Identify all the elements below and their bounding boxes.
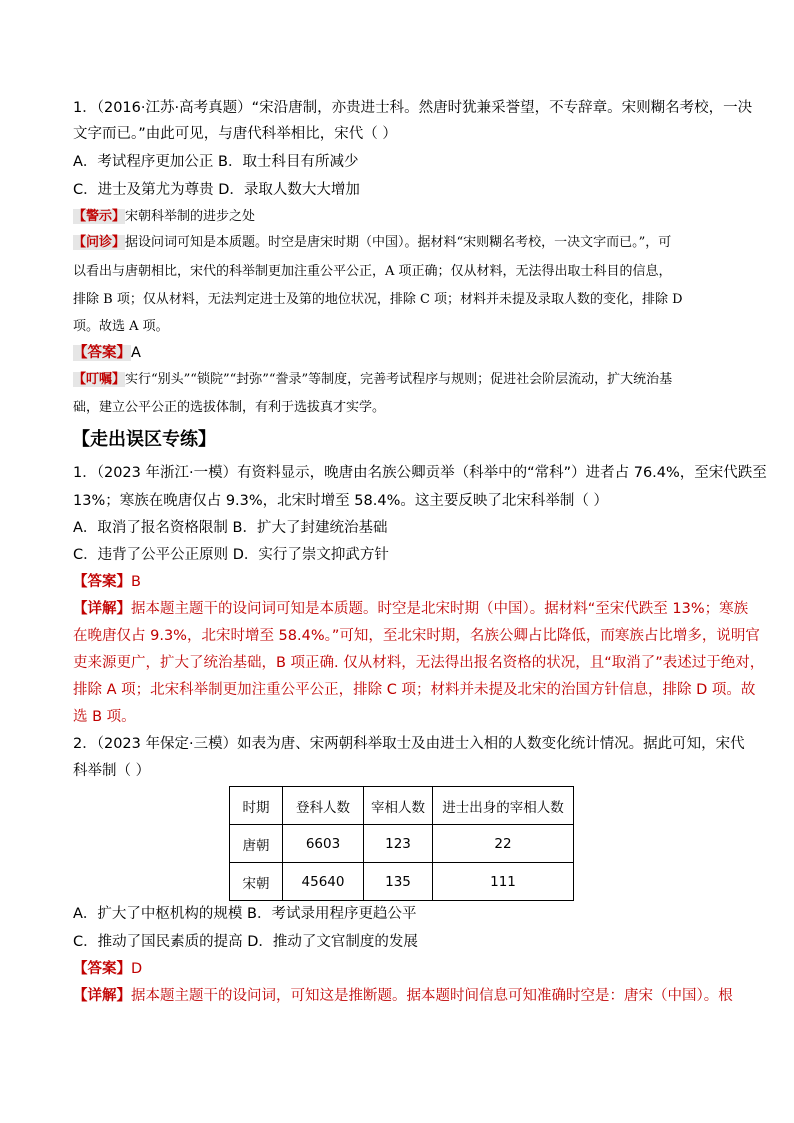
answer-label: 【答案】: [73, 345, 131, 361]
q1-answer: [73, 572, 733, 592]
table-cell: 111: [433, 863, 574, 901]
reminder-label: 【叮嘱】: [73, 372, 126, 387]
q1-stem-line-1: 1．（2023 年浙江·一模）有资料显示，晚唐由名族公卿贡举（科举中的“常科”）进者占 76.4%，至宋代跌至: [73, 465, 767, 481]
table-cell: 唐朝: [230, 825, 283, 863]
analysis-label: 【问诊】: [73, 235, 126, 250]
q1-detail-line-5: 选 B 项。: [73, 709, 136, 725]
hint-text: 宋朝科举制的进步之处: [125, 209, 256, 224]
table-header-row: [230, 787, 574, 825]
table-row: [230, 863, 574, 901]
q2-option-line-1: A．扩大了中枢机构的规模 B．考试录用程序更趋公平: [73, 906, 417, 922]
q2-detail-line-1: [73, 986, 733, 1006]
answer-value: A: [131, 345, 141, 361]
q2-detail-text-1: 据本题主题干的设问词，可知这是推断题。据本题时间信息可知准确时空是：唐宋（中国）。根: [131, 988, 733, 1004]
q-orig-answer: [73, 343, 733, 363]
reminder-text-1: 实行“别头”“锁院”“封弥”“誊录”等制度，完善考试程序与规则；促进社会阶层流动，扩大统治基: [125, 372, 673, 387]
q2-answer: [73, 959, 733, 979]
q-orig-analysis-line-3: 排除 B 项；仅从材料，无法判定进士及第的地位状况，排除 C 项；材料并未提及录取人数的变化，排除 D: [73, 292, 683, 307]
hint-label: 【警示】: [73, 209, 126, 224]
q-orig-reminder-line-1: [73, 370, 733, 390]
q-orig-stem-line-2: 文字而已。”由此可见，与唐代科举相比，宋代（ ）: [73, 126, 397, 142]
q-orig-hint: [73, 207, 733, 227]
q-orig-analysis-line-1: [73, 233, 733, 253]
table-cell: 6603: [283, 825, 364, 863]
q1-detail-line-1: [73, 599, 749, 619]
analysis-text-1: 据设问词可知是本质题。时空是唐宋时期（中国）。据材料“宋则糊名考校，一决文字而已。”，可: [125, 235, 672, 250]
q1-detail-text-1: 据本题主题干的设问词可知是本质题。时空是北宋时期（中国）。据材料“至宋代跌至 13%；寒族: [131, 601, 749, 617]
q2-answer-label: 【答案】: [73, 961, 131, 977]
stats-table: [229, 786, 574, 901]
table-cell: 123: [364, 825, 433, 863]
q1-stem-line-2: 13%；寒族在晚唐仅占 9.3%，北宋时增至 58.4%。这主要反映了北宋科举制（ ）: [73, 493, 608, 509]
table-header-cell: 宰相人数: [364, 787, 433, 825]
q2-detail-label: 【详解】: [73, 988, 131, 1004]
table-header-cell: 登科人数: [283, 787, 364, 825]
q1-detail-line-4: 排除 A 项；北宋科举制更加注重公平公正，排除 C 项；材料并未提及北宋的治国方针信息，排除 D 项。故: [73, 682, 756, 698]
q-orig-option-line-1: A．考试程序更加公正 B．取士科目有所减少: [73, 154, 359, 170]
q-orig-stem-line-1: 1．（2016·江苏·高考真题）“宋沿唐制，亦贵进士科。然唐时犹兼采誉望，不专辞章。宋则糊名考校，一决: [73, 100, 753, 116]
q1-option-line-2: C．违背了公平公正原则 D．实行了崇文抑武方针: [73, 547, 389, 563]
q-orig-option-line-2: C．进士及第尤为尊贵 D．录取人数大大增加: [73, 182, 360, 198]
q1-option-line-1: A．取消了报名资格限制 B．扩大了封建统治基础: [73, 520, 388, 536]
section-heading: 【走出误区专练】: [72, 429, 216, 450]
q2-answer-value: D: [131, 961, 143, 977]
q-orig-reminder-line-2: 础，建立公平公正的选拔体制，有利于选拔真才实学。: [73, 400, 386, 415]
q2-stem-line-1: 2．（2023 年保定·三模）如表为唐、宋两朝科举取士及由进士入相的人数变化统计情况。据此可知，宋代: [73, 736, 745, 752]
q1-detail-line-2: 在晚唐仅占 9.3%，北宋时增至 58.4%。”可知，至北宋时期，名族公卿占比降低，而寒族占比增多，说明官: [73, 628, 760, 644]
table-cell: 22: [433, 825, 574, 863]
q1-answer-label: 【答案】: [73, 574, 131, 590]
table-cell: 45640: [283, 863, 364, 901]
table-header-cell: 进士出身的宰相人数: [433, 787, 574, 825]
q-orig-analysis-line-2: 以看出与唐朝相比，宋代的科举制更加注重公平公正，A 项正确；仅从材料，无法得出取士科目的信息，: [73, 264, 672, 279]
table-header-cell: 时期: [230, 787, 283, 825]
q-orig-analysis-line-4: 项。故选 A 项。: [73, 319, 169, 334]
q1-detail-label: 【详解】: [73, 601, 131, 617]
q1-detail-line-3: 吏来源更广，扩大了统治基础，B 项正确. 仅从材料，无法得出报名资格的状况，且“取消了”表述过于绝对，: [73, 655, 765, 671]
table-row: [230, 825, 574, 863]
table-cell: 135: [364, 863, 433, 901]
q2-option-line-2: C．推动了国民素质的提高 D．推动了文官制度的发展: [73, 934, 418, 950]
q2-stem-line-2: 科举制（ ）: [73, 763, 151, 779]
table-cell: 宋朝: [230, 863, 283, 901]
q1-answer-value: B: [131, 574, 141, 590]
